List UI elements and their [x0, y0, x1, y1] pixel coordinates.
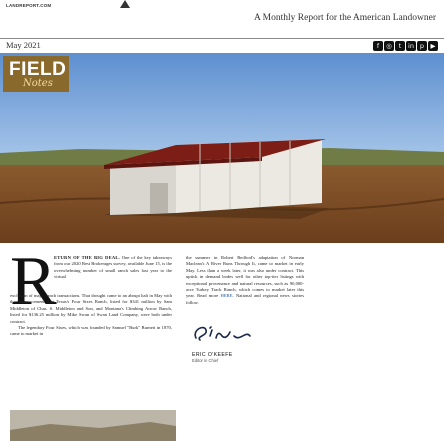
social-links: [373, 41, 438, 51]
logo-mark-icon: [120, 0, 130, 8]
facebook-icon[interactable]: f: [373, 41, 383, 51]
section-subtitle: Notes: [23, 78, 53, 89]
column-2-text: the summer in Robert Redford's adaptation of Norman Maclean's A River Runs Through It, came to market in early May. Less than a week later, it was also under contract. This uptick in demand bodes well for other top-tier listings with exceptional provenance and natural resources, such as 90,000-acre Turkey Track Ranch, which comes to market later this year. Read more: [186, 255, 304, 299]
drop-cap-letter: R: [10, 243, 57, 320]
paragraph-2: The legendary Four Sixes, which was founded by Samuel "Burk" Burnett in 1870, came to market in: [10, 325, 172, 337]
article-column-1-body: [10, 293, 172, 338]
site-url[interactable]: LANDREPORT.COM: [6, 3, 52, 8]
issue-date: May 2021: [6, 40, 41, 50]
pinterest-icon[interactable]: p: [417, 41, 427, 51]
column-2-tail: . National and regional news stories follow.: [186, 293, 304, 305]
author-title: Editor in Chief: [192, 358, 219, 363]
read-more-link[interactable]: HERE: [220, 293, 233, 299]
tagline: A Monthly Report for the American Landowner: [253, 13, 436, 23]
site-logo: [120, 0, 130, 10]
issue-bar: [0, 38, 444, 54]
lead-in: ETURN OF THE BIG DEAL.: [54, 255, 120, 260]
lead-text: One of the key takeaways from our 2020 Best Brokerages survey, available June 15, is the overwhelming number of small ranch sales last year to the virtual: [54, 255, 172, 280]
article-column-1-top: [54, 255, 172, 281]
instagram-icon[interactable]: ◎: [384, 41, 394, 51]
article-column-2: [186, 255, 304, 306]
inline-photo: [10, 410, 176, 441]
article: [0, 243, 444, 441]
section-title: FIELD: [9, 59, 67, 80]
masthead: [0, 0, 444, 26]
editor-signature: [190, 320, 260, 346]
linkedin-icon[interactable]: in: [406, 41, 416, 51]
author-name: ERIC O'KEEFE: [192, 352, 233, 358]
twitter-icon[interactable]: t: [395, 41, 405, 51]
landscape-thumbnail: [10, 410, 176, 441]
youtube-icon[interactable]: ▶: [428, 41, 438, 51]
section-banner: [3, 56, 69, 92]
paragraph-1: exclusion of major ranch transactions. That drought came to an abrupt halt in May with the announcement that Texas's Four Sixes Ranch, listed for $341 million by Sam Middleton of Chas. S. Middleton and Son, and Montana's Climbing Arrow Ranch, listed for $136.25 million by Mike Swan of Swan Land Company, were both under contract.: [10, 293, 172, 324]
